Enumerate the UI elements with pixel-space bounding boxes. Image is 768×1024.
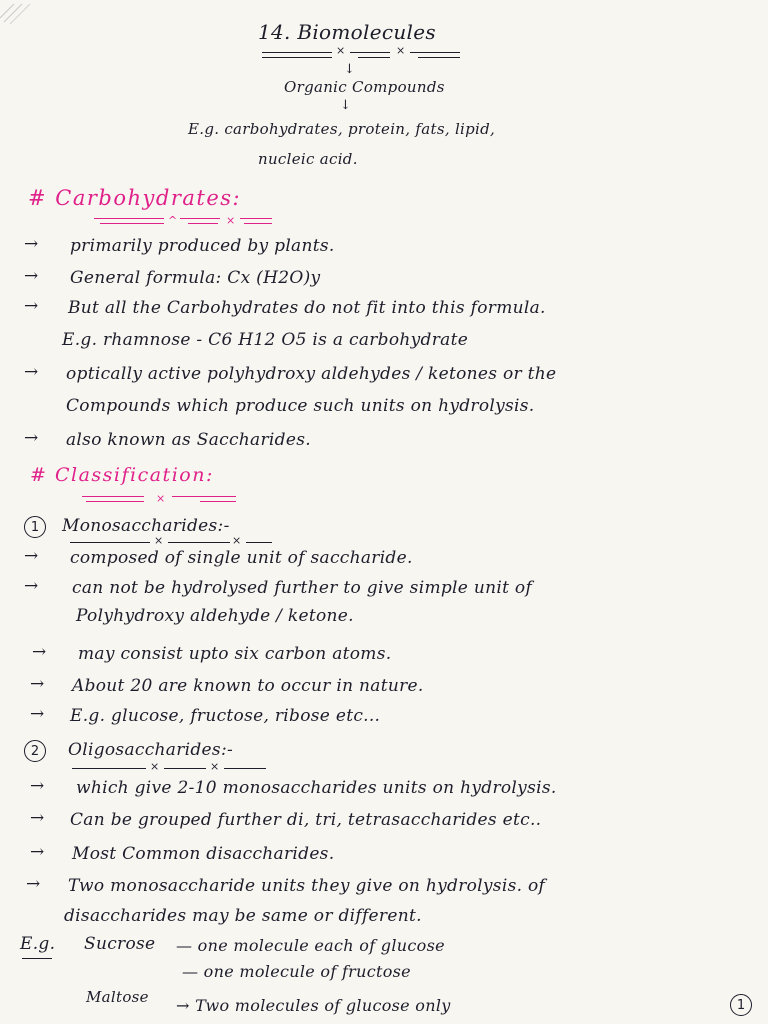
heading-underline: [86, 501, 144, 502]
sucrose-detail-2: — one molecule of fructose: [182, 962, 411, 981]
bullet-arrow-icon: →: [26, 874, 41, 894]
heading-underline: [240, 218, 272, 219]
bullet-arrow-icon: →: [30, 776, 45, 796]
examples-line-1: E.g. carbohydrates, protein, fats, lipid,: [188, 120, 496, 138]
page-title: 14. Biomolecules: [258, 20, 436, 44]
sucrose-label: Sucrose: [84, 934, 156, 954]
mono-point-2: can not be hydrolysed further to give simple unit of: [72, 578, 533, 598]
oligo-point-3: Most Common disaccharides.: [72, 844, 335, 864]
heading-underline: [188, 223, 218, 224]
monosaccharides-title: Monosaccharides:-: [62, 516, 230, 536]
title-underline-x: ×: [396, 44, 406, 57]
mono-point-3: may consist upto six carbon atoms.: [78, 644, 392, 664]
carb-point-2: General formula: Cx (H2O)y: [70, 268, 321, 288]
carb-point-3: But all the Carbohydrates do not fit into this formula.: [68, 298, 546, 318]
title-underline-3: [410, 52, 460, 53]
maltose-label: Maltose: [86, 988, 149, 1006]
down-arrow-icon: ↓: [340, 98, 351, 113]
mono-point-4: About 20 are known to occur in nature.: [72, 676, 424, 696]
carbohydrates-heading: # Carbohydrates:: [28, 186, 242, 210]
title-underline: [224, 768, 266, 769]
title-underline: [246, 542, 272, 543]
carb-example-rhamnose: E.g. rhamnose - C6 H12 O5 is a carbohydrate: [62, 330, 469, 350]
title-underline-x: ×: [150, 760, 160, 773]
title-underline: [168, 542, 230, 543]
example-label: E.g.: [20, 934, 56, 954]
sucrose-detail-1: — one molecule each of glucose: [176, 936, 445, 955]
example-label-underline: [22, 958, 52, 959]
maltose-detail: → Two molecules of glucose only: [176, 996, 451, 1015]
title-underline: [70, 542, 150, 543]
section-number-badge: 1: [24, 516, 46, 538]
title-underline-x: ×: [232, 534, 242, 547]
bullet-arrow-icon: →: [24, 428, 39, 448]
bullet-arrow-icon: →: [30, 674, 45, 694]
section-number-badge: 2: [24, 740, 46, 762]
bullet-arrow-icon: →: [24, 576, 39, 596]
page-number-badge: 1: [730, 994, 752, 1016]
oligo-point-2: Can be grouped further di, tri, tetrasaccharides etc..: [70, 810, 542, 830]
page-corner-marks: [0, 0, 60, 30]
title-underline-6: [418, 57, 460, 58]
carb-point-5: also known as Saccharides.: [66, 430, 311, 450]
organic-compounds-label: Organic Compounds: [284, 78, 445, 96]
title-underline-x: ×: [210, 760, 220, 773]
carb-point-4: optically active polyhydroxy aldehydes / ketones or the: [66, 364, 557, 384]
bullet-arrow-icon: →: [24, 266, 39, 286]
oligo-point-4-cont: disaccharides may be same or different.: [64, 906, 422, 926]
bullet-arrow-icon: →: [24, 546, 39, 566]
examples-line-2: nucleic acid.: [258, 150, 358, 168]
heading-underline: [172, 496, 236, 497]
title-underline: [164, 768, 206, 769]
mono-point-2-cont: Polyhydroxy aldehyde / ketone.: [76, 606, 354, 626]
carb-point-1: primarily produced by plants.: [70, 236, 335, 256]
carb-point-4-cont: Compounds which produce such units on hydrolysis.: [66, 396, 535, 416]
title-underline: [72, 768, 146, 769]
heading-underline: [200, 501, 236, 502]
heading-underline-x: ×: [156, 492, 166, 505]
heading-underline: [94, 218, 164, 219]
mono-point-1: composed of single unit of saccharide.: [70, 548, 413, 568]
title-underline-x: ×: [336, 44, 346, 57]
bullet-arrow-icon: →: [24, 234, 39, 254]
bullet-arrow-icon: →: [24, 362, 39, 382]
title-underline-2: [350, 52, 390, 53]
oligosaccharides-title: Oligosaccharides:-: [68, 740, 234, 760]
oligo-point-1: which give 2-10 monosaccharides units on hydrolysis.: [76, 778, 557, 798]
heading-underline-x: ×: [226, 214, 236, 227]
classification-heading: # Classification:: [30, 464, 214, 486]
bullet-arrow-icon: →: [24, 296, 39, 316]
heading-underline: [180, 218, 220, 219]
bullet-arrow-icon: →: [30, 842, 45, 862]
heading-underline: [100, 223, 164, 224]
mono-point-5: E.g. glucose, fructose, ribose etc...: [70, 706, 381, 726]
down-arrow-icon: ↓: [344, 62, 355, 77]
title-underline-1: [262, 52, 332, 53]
heading-underline-x: ^: [168, 214, 178, 227]
heading-underline: [82, 496, 144, 497]
bullet-arrow-icon: →: [32, 642, 47, 662]
bullet-arrow-icon: →: [30, 704, 45, 724]
title-underline-5: [358, 57, 390, 58]
oligo-point-4: Two monosaccharide units they give on hydrolysis. of: [68, 876, 546, 896]
heading-underline: [244, 223, 272, 224]
title-underline-x: ×: [154, 534, 164, 547]
bullet-arrow-icon: →: [30, 808, 45, 828]
title-underline-4: [262, 57, 332, 58]
